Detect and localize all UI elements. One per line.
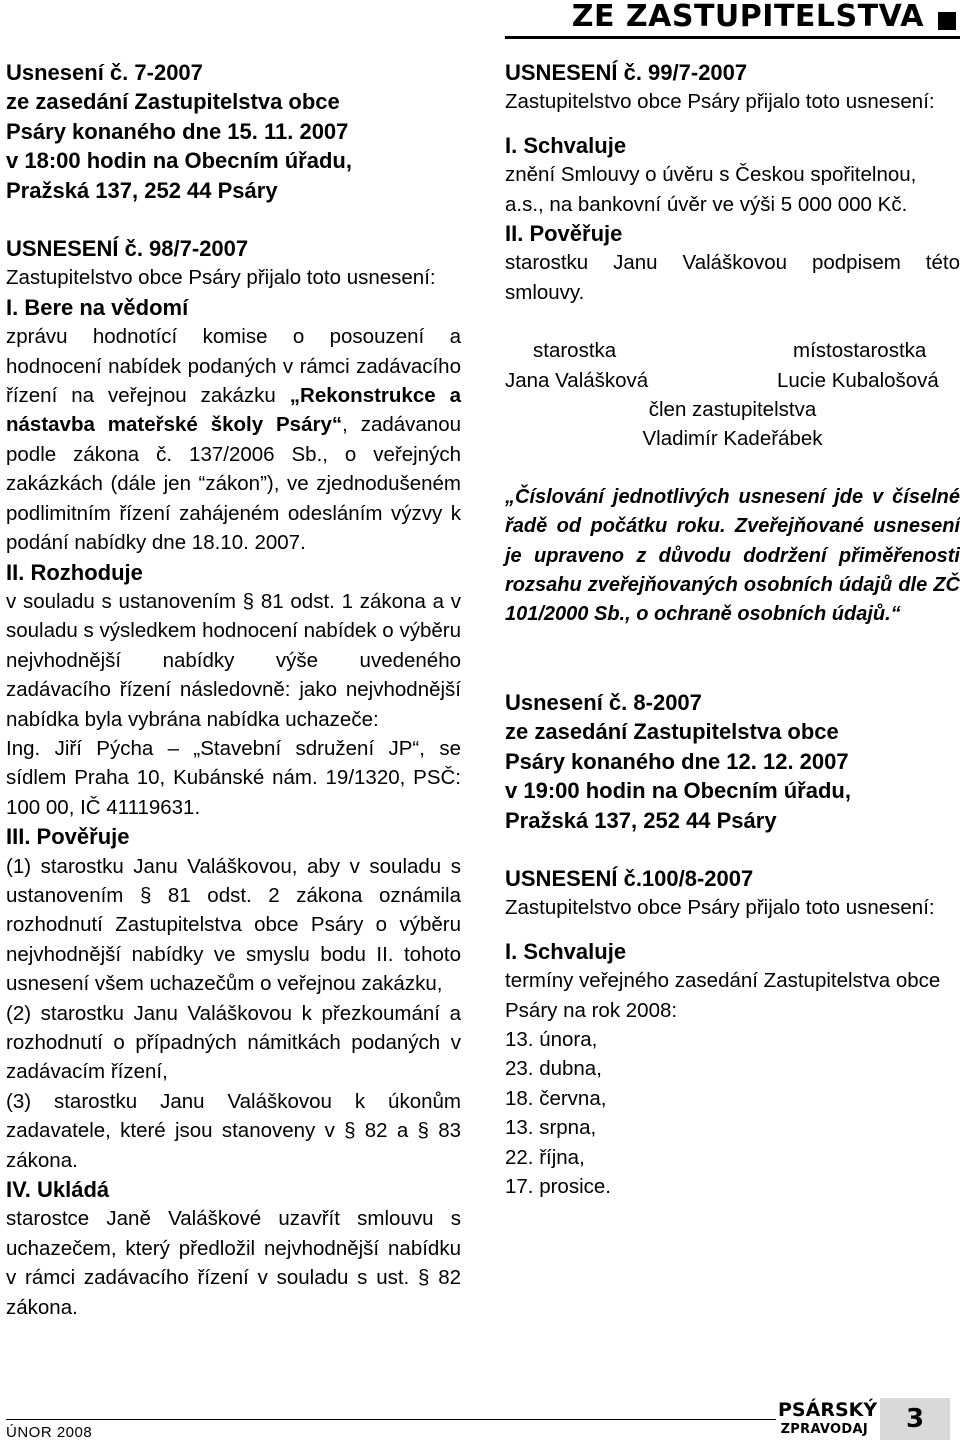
section-heading: IV. Ukládá	[6, 1177, 110, 1203]
list-item: 17. prosice.	[505, 1174, 611, 1198]
resolution-number: USNESENÍ č. 98/7-2007	[6, 236, 249, 262]
section-text: znění Smlouvy o úvěru s Českou spořitelnou, a.s., na bankovní úvěr ve výši 5 000 000 Kč.	[505, 163, 917, 216]
meeting-title-line: Usnesení č. 7-2007	[6, 60, 203, 85]
meeting-title-line: ze zasedání Zastupitelstva obce	[6, 89, 340, 115]
signature-role: člen zastupitelstva	[648, 398, 817, 422]
section-header	[520, 0, 960, 36]
signature-name: Jana Valášková	[505, 368, 649, 392]
section-heading: I. Schvaluje	[505, 132, 627, 158]
text-part: , zadávanou podle zákona č. 137/2006 Sb., o veřejných zakázkách (dále jen “zákon”), ve zjednodušeném podlimitním řízení zahájeném odesláním výzvy k podání nabídky dne 18.10. 2007.	[6, 413, 461, 555]
winner-text: Ing. Jiří Pýcha – „Stavební sdružení JP“, se sídlem Praha 10, Kubánské nám. 19/1320, PSČ: 100 00, IČ 41119631.	[6, 736, 461, 819]
list-item: 13. srpna,	[505, 1116, 597, 1140]
meeting-title-line: Psáry konaného dne 12. 12. 2007	[505, 748, 849, 774]
section-heading: I. Schvaluje	[505, 938, 627, 964]
list-item: 22. října,	[505, 1145, 585, 1169]
meeting-title-line: Pražská 137, 252 44 Psáry	[6, 177, 278, 203]
meeting-title-1	[6, 58, 461, 205]
signature-name: Lucie Kubalošová	[777, 368, 939, 392]
list-item: (2) starostku Janu Valáškovou k přezkoumání a rozhodnutí o případných námitkách podaných v zadávacím řízení,	[6, 1001, 461, 1084]
section-heading: I. Bere na vědomí	[6, 294, 189, 320]
section-text: starostce Janě Valáškové uzavřít smlouvu s uchazečem, který předložil nejvhodnější nabídku v rámci zadávacího řízení v souladu s ust. § 82 zákona.	[6, 1207, 461, 1319]
publication-note: „Číslování jednotlivých usnesení jde v číselné řadě od počátku roku. Zveřejňované usnesení je upraveno z důvodu dodržení přiměřenosti rozsahu zveřejňovaných osobních údajů dle ZČ 101/2000 Sb., o ochraně osobních údajů.“	[505, 485, 960, 626]
list-item: 13. února,	[505, 1027, 598, 1051]
section-heading: II. Pověřuje	[505, 221, 623, 247]
section-text: v souladu s ustanovením § 81 odst. 1 zákona a v souladu s výsledkem hodnocení nabídek o výběru nejvhodnější nabídky výše uvedeného zadávacího řízení následovně: jako nejvhodnější nabídka byla vybrána nabídka uchazeče:	[6, 589, 461, 731]
header-rule	[505, 36, 960, 39]
signature-role: místostarostka	[793, 339, 927, 363]
right-column	[505, 58, 960, 1201]
left-column	[6, 58, 461, 1322]
section-text: termíny veřejného zasedání Zastupitelstva obce Psáry na rok 2008:	[505, 969, 941, 1022]
footer-rule	[6, 1419, 776, 1420]
dates-list	[505, 1025, 960, 1201]
project-name: „Rekonstrukce a nástavba mateřské školy Psáry“	[6, 384, 461, 437]
meeting-title-line: ze zasedání Zastupitelstva obce	[505, 719, 839, 745]
section-heading: III. Pověřuje	[6, 824, 130, 850]
resolution-number: USNESENÍ č.100/8-2007	[505, 865, 754, 891]
resolution-intro: Zastupitelstvo obce Psáry přijalo toto usnesení:	[6, 266, 436, 290]
footer-date: ÚNOR 2008	[6, 1424, 93, 1441]
meeting-title-line: Pražská 137, 252 44 Psáry	[505, 807, 777, 833]
resolution-number: USNESENÍ č. 99/7-2007	[505, 60, 748, 85]
list-item: (3) starostku Janu Valáškovou k úkonům zadavatele, které jsou stanoveny v § 82 a § 83 zákona.	[6, 1089, 461, 1172]
resolution-intro: Zastupitelstvo obce Psáry přijalo toto usnesení:	[505, 896, 935, 920]
publication-brand	[778, 1399, 878, 1440]
signature-role: starostka	[533, 339, 617, 363]
section-title: ZE ZASTUPITELSTVA	[571, 0, 924, 34]
list-item: (1) starostku Janu Valáškovou, aby v souladu s ustanovením § 81 odst. 2 zákona oznámila rozhodnutí Zastupitelstva obce Psáry o výběru nejvhodnější nabídky ve smyslu bodu II. tohoto usnesení všem uchazečům o veřejnou zakázku,	[6, 854, 461, 996]
text-part: zprávu hodnotící komise o posouzení a hodnocení nabídek podaných v rámci zadávacího řízení na veřejnou zakázku	[6, 325, 461, 408]
brand-line: PSÁRSKÝ	[778, 1399, 878, 1421]
section-heading: II. Rozhoduje	[6, 559, 143, 585]
signature-names	[505, 366, 960, 395]
list-item: 18. června,	[505, 1086, 607, 1110]
signature-roles	[505, 336, 960, 365]
meeting-title-line: Usnesení č. 8-2007	[505, 689, 702, 715]
meeting-title-line: v 19:00 hodin na Obecním úřadu,	[505, 778, 851, 804]
list-item: 23. dubna,	[505, 1057, 602, 1081]
section-text: starostku Janu Valáškovou podpisem této smlouvy.	[505, 251, 960, 304]
meeting-title-line: v 18:00 hodin na Obecním úřadu,	[6, 148, 352, 174]
resolution-intro: Zastupitelstvo obce Psáry přijalo toto usnesení:	[505, 90, 935, 114]
page-number: 3	[880, 1398, 950, 1440]
square-marker-icon	[938, 12, 956, 30]
brand-line: ZPRAVODAJ	[780, 1422, 868, 1437]
section-text	[6, 322, 461, 557]
meeting-title-line: Psáry konaného dne 15. 11. 2007	[6, 118, 349, 144]
meeting-title-2	[505, 688, 960, 835]
signature-name: Vladimír Kadeřábek	[642, 427, 823, 451]
